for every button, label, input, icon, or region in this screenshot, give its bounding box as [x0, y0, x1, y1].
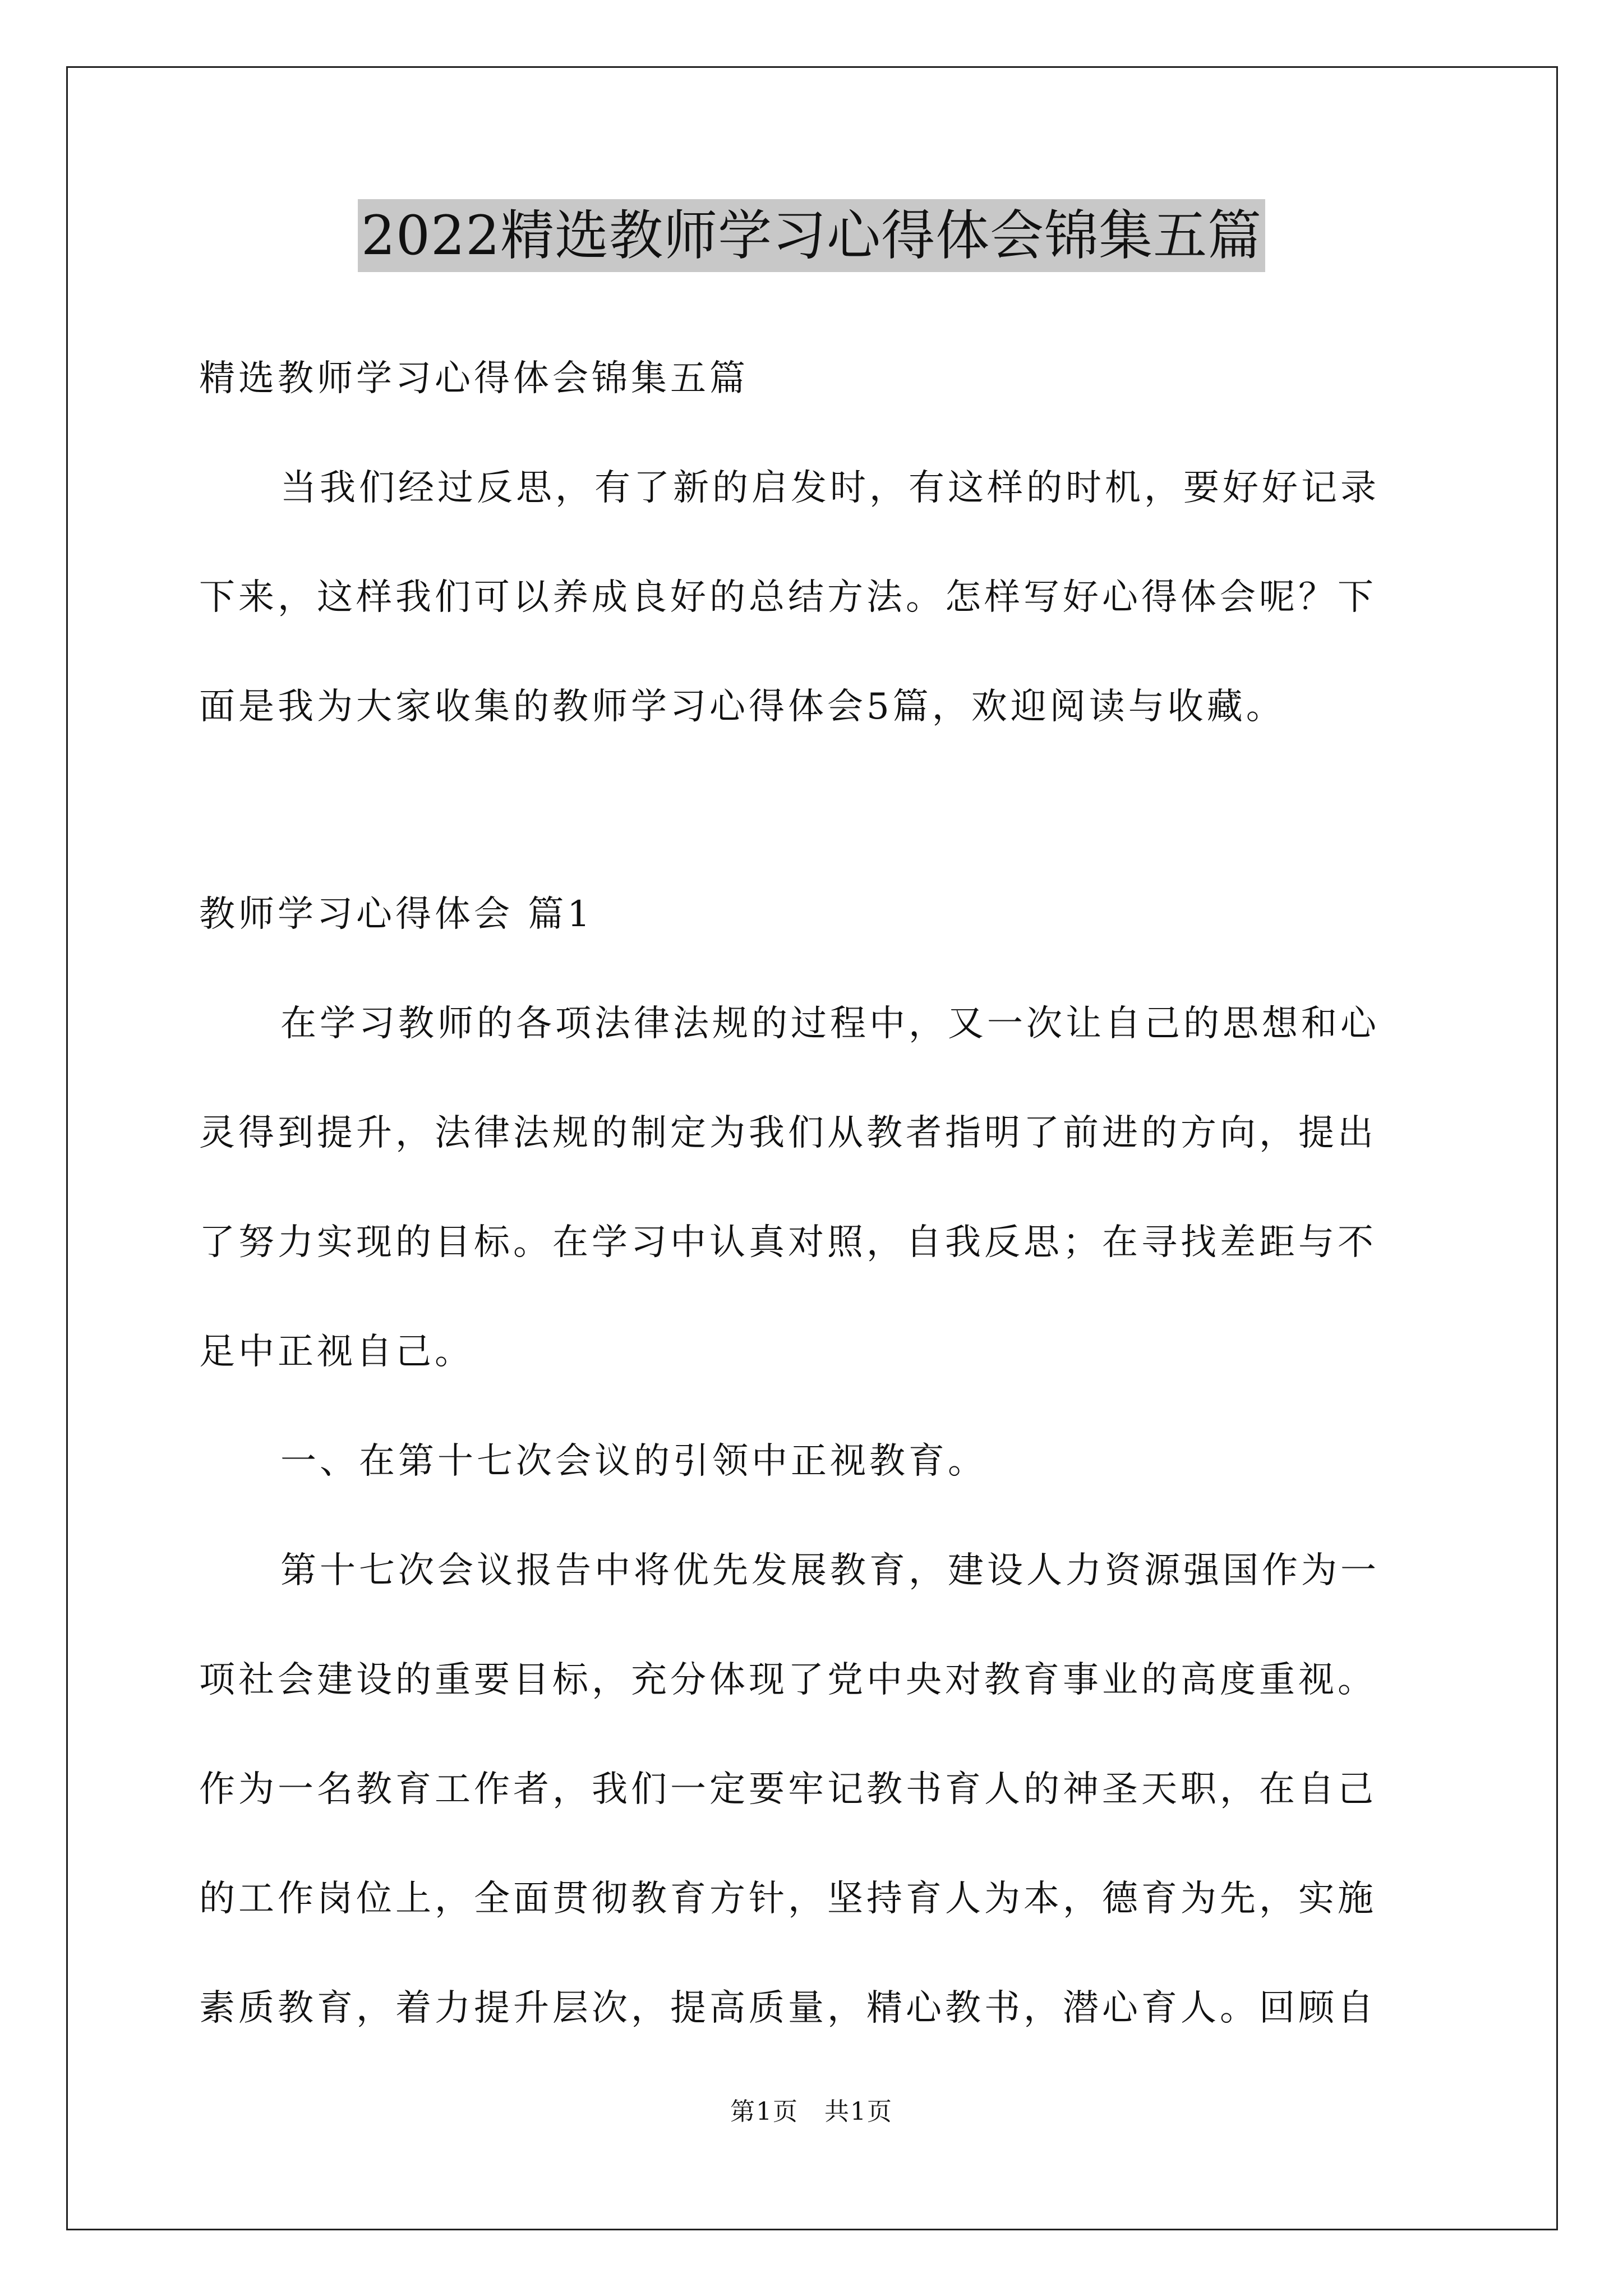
paragraph-line: 了努力实现的目标。在学习中认真对照，自我反思；在寻找差距与不 [199, 1222, 1377, 1263]
intro-line: 面是我为大家收集的教师学习心得体会5篇，欢迎阅读与收藏。 [199, 686, 1285, 728]
paragraph-line: 灵得到提升，法律法规的制定为我们从教者指明了前进的方向，提出 [199, 1112, 1377, 1154]
intro-line: 下来，这样我们可以养成良好的总结方法。怎样写好心得体会呢？下 [199, 577, 1377, 618]
paragraph-line: 的工作岗位上，全面贯彻教育方针，坚持育人为本，德育为先，实施 [199, 1878, 1377, 1920]
point-heading: 一、在第十七次会议的引领中正视教育。 [280, 1441, 987, 1482]
paragraph-line: 在学习教师的各项法律法规的过程中，又一次让自己的思想和心 [280, 1003, 1380, 1045]
intro-line: 当我们经过反思，有了新的启发时，有这样的时机，要好好记录 [280, 467, 1380, 509]
section-heading: 教师学习心得体会 篇1 [199, 894, 594, 935]
document-subtitle: 精选教师学习心得体会锦集五篇 [199, 358, 749, 399]
paragraph-line: 足中正视自己。 [199, 1331, 474, 1373]
title-container [0, 199, 1623, 272]
paragraph-line: 素质教育，着力提升层次，提高质量，精心教书，潜心育人。回顾自 [199, 1987, 1377, 2029]
paragraph-line: 作为一名教育工作者，我们一定要牢记教书育人的神圣天职，在自己 [199, 1769, 1377, 1810]
paragraph-line: 项社会建设的重要目标，充分体现了党中央对教育事业的高度重视。 [199, 1659, 1377, 1701]
paragraph-line: 第十七次会议报告中将优先发展教育，建设人力资源强国作为一 [280, 1550, 1380, 1591]
page-number: 第1页 共1页 [730, 2097, 893, 2126]
document-title: 2022精选教师学习心得体会锦集五篇 [358, 199, 1265, 272]
